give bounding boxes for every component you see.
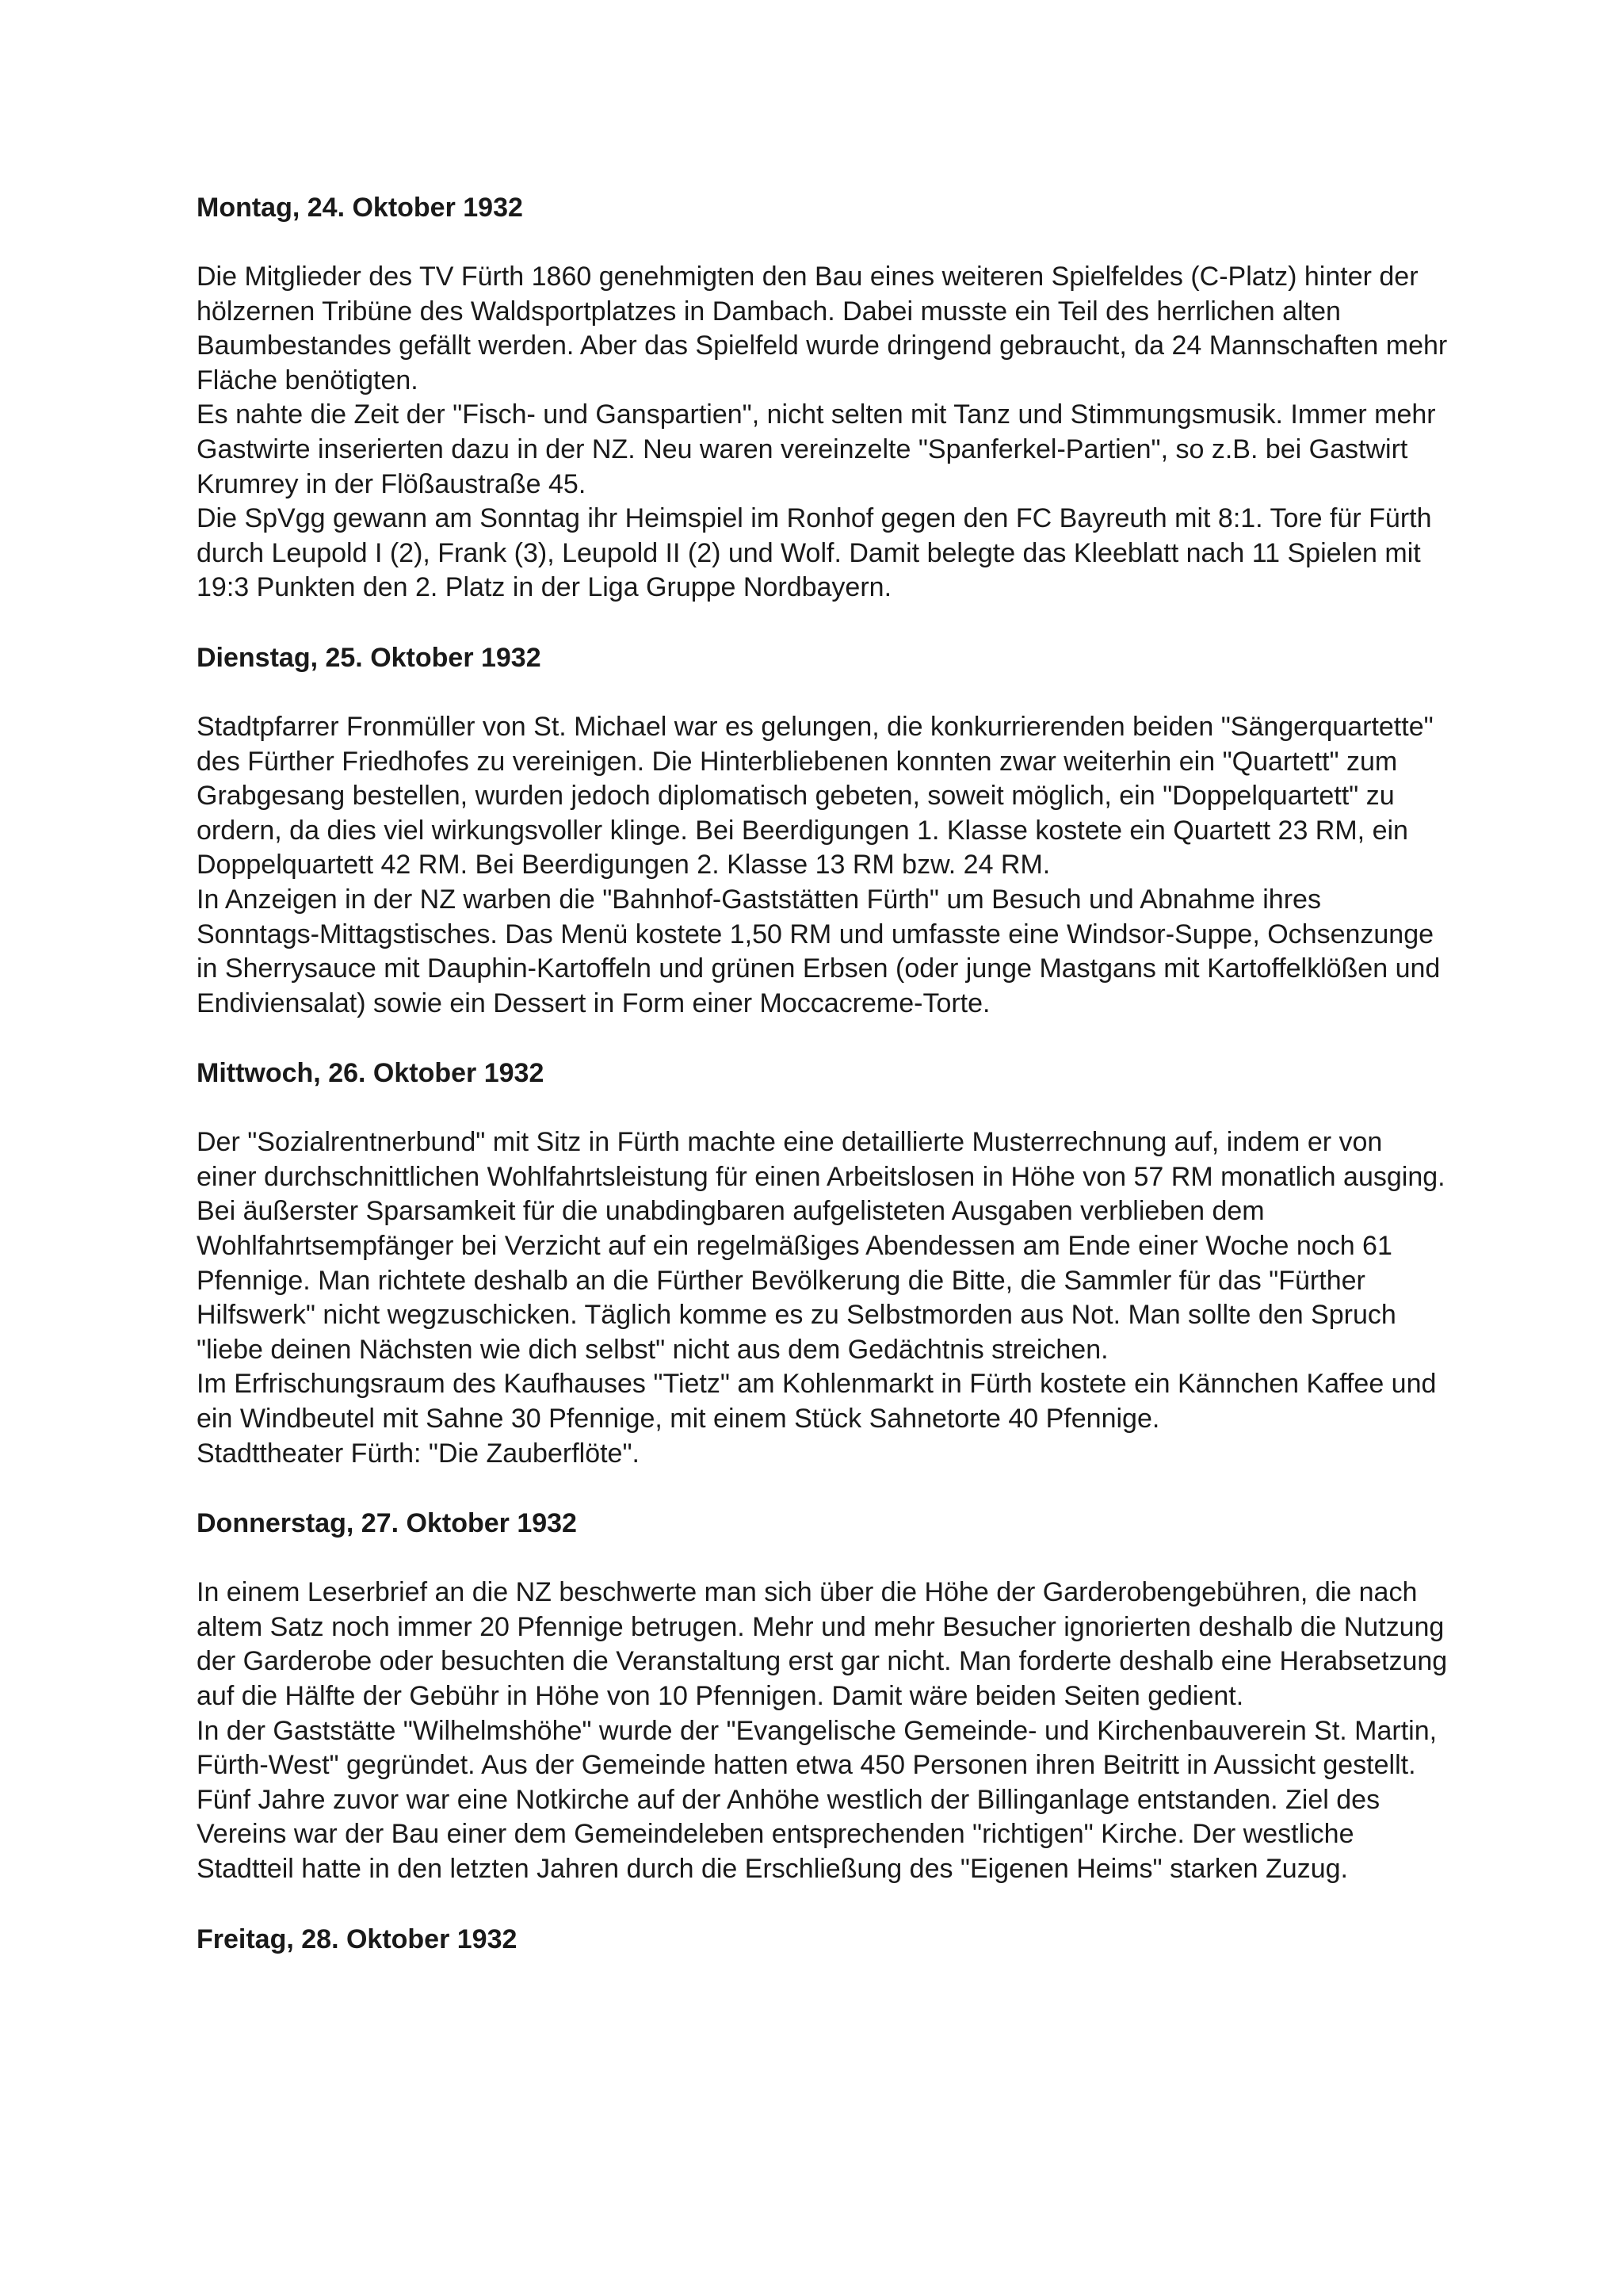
entry-paragraph: Der "Sozialrentnerbund" mit Sitz in Fürth machte eine detaillierte Musterrechnung auf, indem er von einer durchschnittlichen Wohlfahrtsleistung für einen Arbeitslosen in Höhe von 57 RM monatlich ausging. Bei äußerster Sparsamkeit für die unabdingbaren aufgelisteten Ausgaben verblieben dem Wohlfahrtsempfänger bei Verzicht auf ein regelmäßiges Abendessen am Ende einer Woche noch 61 Pfennige. Man richtete deshalb an die Fürther Bevölkerung die Bitte, die Sammler für das "Fürther Hilfswerk" nicht wegzuschicken. Täglich komme es zu Selbstmorden aus Not. Man sollte den Spruch "liebe deinen Nächsten wie dich selbst" nicht aus dem Gedächtnis streichen. [197,1127,1445,1365]
entry-paragraph: Stadtpfarrer Fronmüller von St. Michael war es gelungen, die konkurrierenden beiden "Sängerquartette" des Fürther Friedhofes zu vereinigen. Die Hinterbliebenen konnten zwar weiterhin ein "Quartett" zum Grabgesang bestellen, wurden jedoch diplomatisch gebeten, soweit möglich, ein "Doppelquartett" zu ordern, da dies viel wirkungsvoller klinge. Bei Beerdigungen 1. Klasse kostete ein Quartett 23 RM, ein Doppelquartett 42 RM. Bei Beerdigungen 2. Klasse 13 RM bzw. 24 RM. [197,711,1434,881]
entry-date: Montag, 24. Oktober 1932 [197,193,523,223]
document-body [197,190,1449,1992]
entry-paragraph: In der Gaststätte "Wilhelmshöhe" wurde der "Evangelische Gemeinde- und Kirchenbauverein St. Martin, Fürth-West" gegründet. Aus der Gemeinde hatten etwa 450 Personen ihren Beitritt in Aussicht gestellt. Fünf Jahre zuvor war eine Notkirche auf der Anhöhe westlich der Billinganlage entstanden. Ziel des Vereins war der Bau einer dem Gemeindeleben entsprechenden "richtigen" Kirche. Der westliche Stadtteil hatte in den letzten Jahren durch die Erschließung des "Eigenen Heims" starken Zuzug. [197,1715,1438,1884]
entry-paragraph: Im Erfrischungsraum des Kaufhauses "Tietz" am Kohlenmarkt in Fürth kostete ein Kännchen Kaffee und ein Windbeutel mit Sahne 30 Pfennige, mit einem Stück Sahnetorte 40 Pfennige. [197,1369,1437,1435]
day-entry-monday [197,190,1449,606]
entry-paragraph: Stadttheater Fürth: "Die Zauberflöte". [197,1438,640,1469]
entry-paragraph: In einem Leserbrief an die NZ beschwerte man sich über die Höhe der Garderobengebühren, die nach altem Satz noch immer 20 Pfennige betrugen. Mehr und mehr Besucher ignorierten deshalb die Nutzung der Garderobe oder besuchten die Veranstaltung erst gar nicht. Man forderte deshalb eine Herabsetzung auf die Hälfte der Gebühr in Höhe von 10 Pfennigen. Damit wäre beiden Seiten gedient. [197,1577,1448,1711]
entry-paragraph: In Anzeigen in der NZ warben die "Bahnhof-Gaststätten Fürth" um Besuch und Abnahme ihres Sonntags-Mittagstisches. Das Menü kostete 1,50 RM und umfasste eine Windsor-Suppe, Ochsenzunge in Sherrysauce mit Dauphin-Kartoffeln und grünen Erbsen (oder junge Mastgans mit Kartoffelklößen und Endiviensalat) sowie ein Dessert in Form einer Moccacreme-Torte. [197,884,1441,1018]
day-entry-wednesday [197,1056,1449,1471]
entry-paragraph: Die Mitglieder des TV Fürth 1860 genehmigten den Bau eines weiteren Spielfeldes (C-Platz) hinter der hölzernen Tribüne des Waldsportplatzes in Dambach. Dabei musste ein Teil des herrlichen alten Baumbestandes gefällt werden. Aber das Spielfeld wurde dringend gebraucht, da 24 Mannschaften mehr Fläche benötigten. [197,262,1448,395]
day-entry-thursday [197,1506,1449,1886]
day-entry-tuesday [197,640,1449,1021]
entry-date: Donnerstag, 27. Oktober 1932 [197,1508,577,1539]
day-entry-friday [197,1922,1449,1957]
entry-date: Dienstag, 25. Oktober 1932 [197,642,541,673]
entry-date: Mittwoch, 26. Oktober 1932 [197,1058,544,1089]
entry-paragraph: Die SpVgg gewann am Sonntag ihr Heimspiel im Ronhof gegen den FC Bayreuth mit 8:1. Tore für Fürth durch Leupold I (2), Frank (3), Leupold II (2) und Wolf. Damit belegte das Kleeblatt nach 11 Spielen mit 19:3 Punkten den 2. Platz in der Liga Gruppe Nordbayern. [197,503,1432,603]
entry-date: Freitag, 28. Oktober 1932 [197,1924,517,1954]
entry-paragraph: Es nahte die Zeit der "Fisch- und Ganspartien", nicht selten mit Tanz und Stimmungsmusik. Immer mehr Gastwirte inserierten dazu in der NZ. Neu waren vereinzelte "Spanferkel-Partien", so z.B. bei Gastwirt Krumrey in der Flößaustraße 45. [197,399,1436,499]
